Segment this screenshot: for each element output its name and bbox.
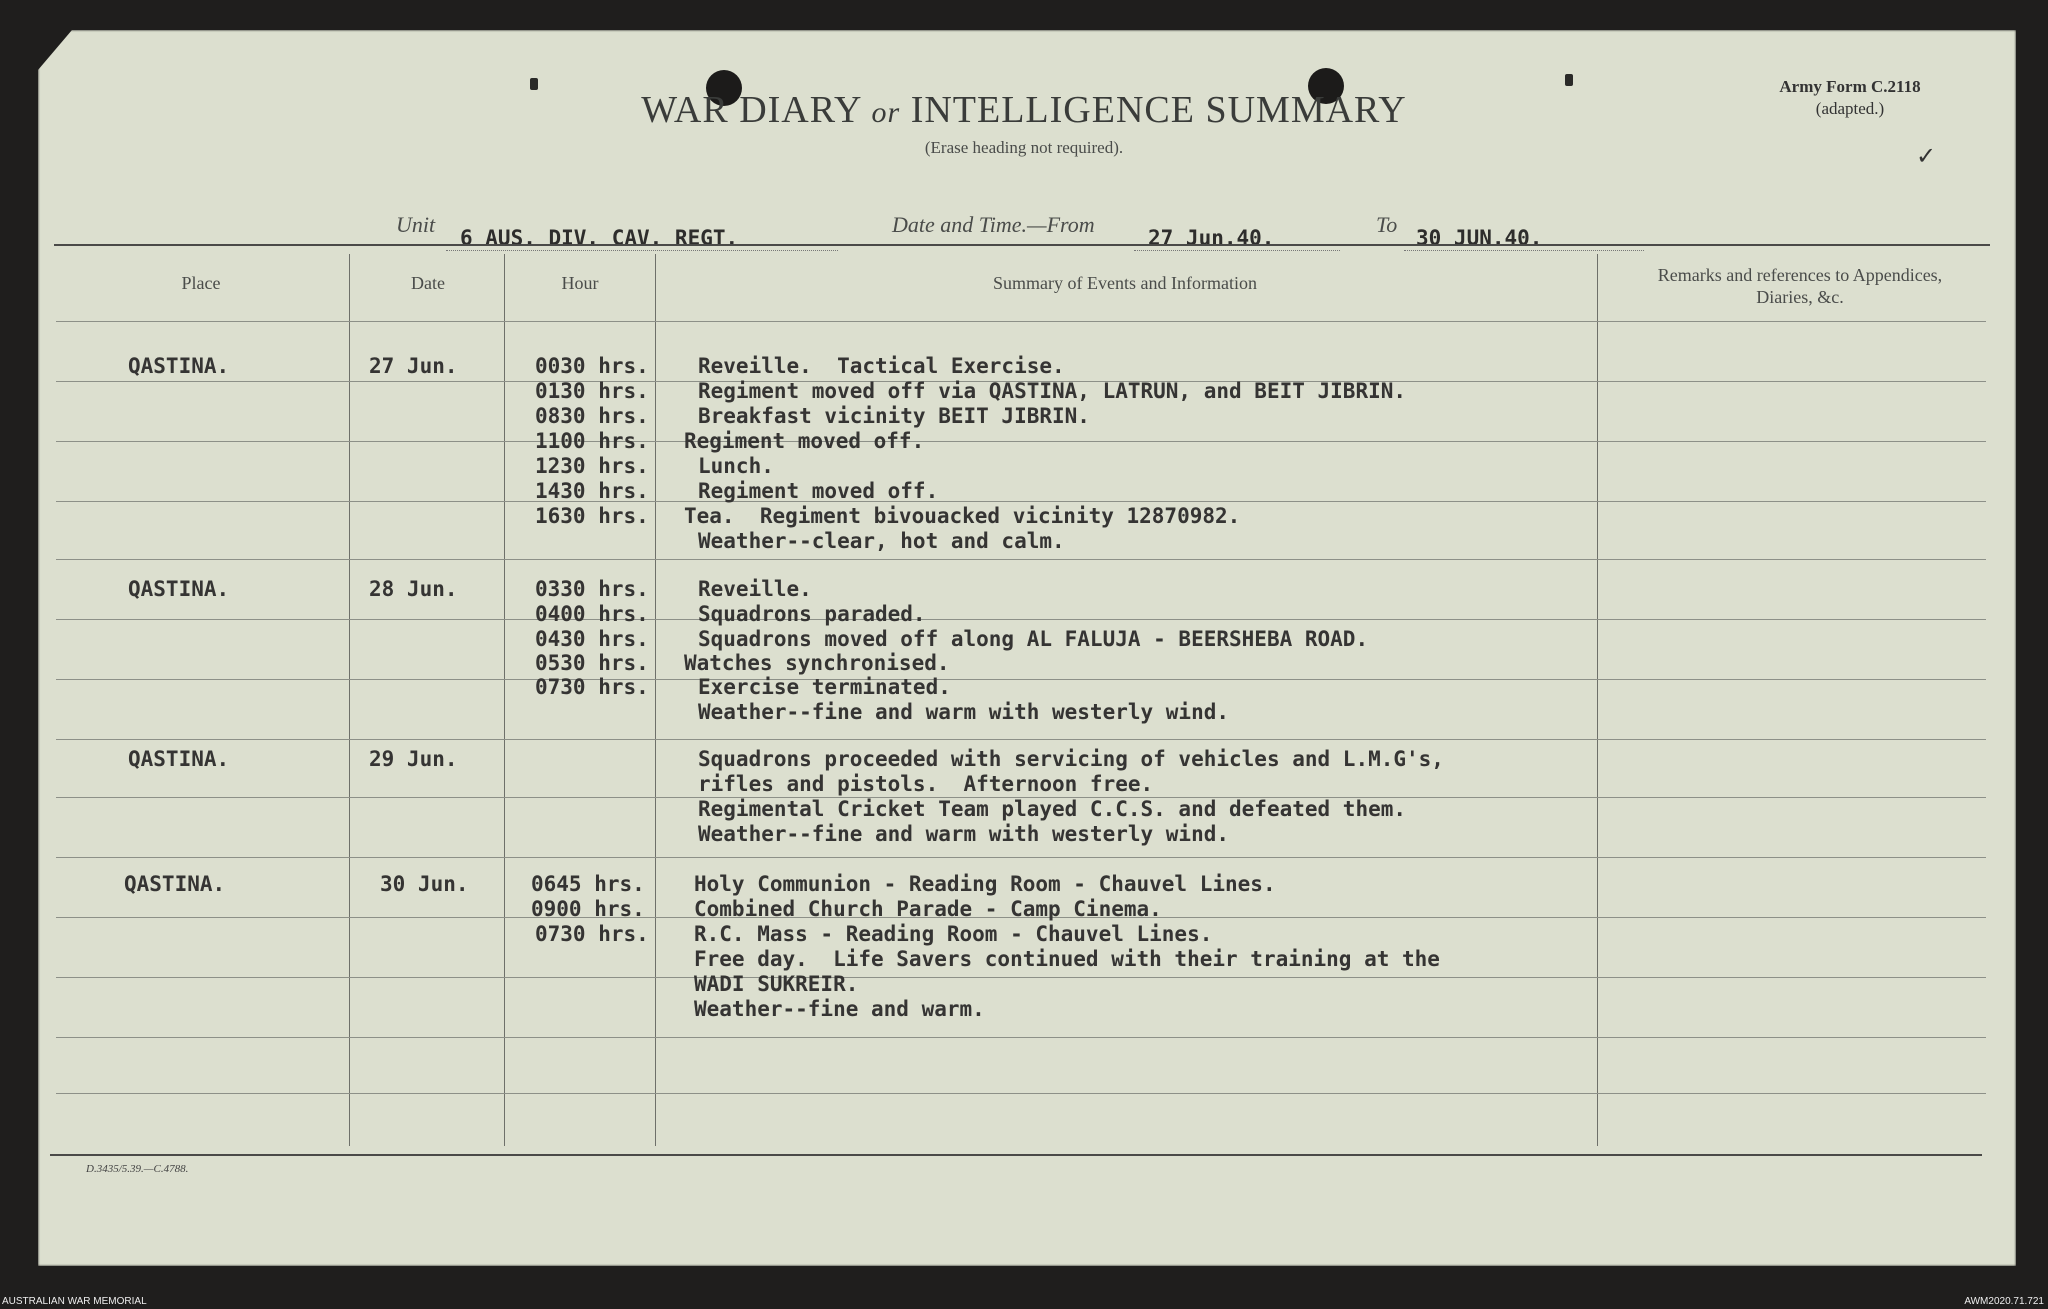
entry-hour: 0730 hrs. <box>535 922 649 946</box>
entry-place: QASTINA. <box>128 577 230 601</box>
entry-hour: 0730 hrs. <box>535 675 649 699</box>
col-divider-2 <box>504 254 505 1146</box>
title-or: or <box>871 96 901 129</box>
col-divider-1 <box>349 254 350 1146</box>
title-part1: WAR DIARY <box>641 89 862 131</box>
entry-text: Squadrons paraded. <box>698 602 926 626</box>
tick-mark: ✓ <box>1916 142 1937 170</box>
entry-hour: 0030 hrs. <box>535 354 649 378</box>
entry-hour: 0530 hrs. <box>535 651 649 675</box>
entry-text: Combined Church Parade - Camp Cinema. <box>694 897 1162 921</box>
entry-hour: 0130 hrs. <box>535 379 649 403</box>
entry-hour: 0900 hrs. <box>531 897 645 921</box>
entry-text: Free day. Life Savers continued with their training at the <box>694 947 1440 971</box>
entry-hour: 0645 hrs. <box>531 872 645 896</box>
entry-hour: 0430 hrs. <box>535 627 649 651</box>
entry-text: rifles and pistols. Afternoon free. <box>698 772 1154 796</box>
entry-text: Reveille. <box>698 577 812 601</box>
row-rule <box>56 1093 1986 1094</box>
entry-hour: 0400 hrs. <box>535 602 649 626</box>
entry-hour: 1230 hrs. <box>535 454 649 478</box>
unit-underline <box>446 250 838 251</box>
col-divider-3 <box>655 254 656 1146</box>
entry-text: Watches synchronised. <box>684 651 950 675</box>
to-label: To <box>1376 212 1398 237</box>
entry-text: Regimental Cricket Team played C.C.S. and defeated them. <box>698 797 1407 821</box>
col-header-date: Date <box>411 273 445 293</box>
unit-label: Unit <box>396 212 436 237</box>
entry-place: QASTINA. <box>124 872 226 896</box>
entry-text: Holy Communion - Reading Room - Chauvel Lines. <box>694 872 1276 896</box>
entry-text: Breakfast vicinity BEIT JIBRIN. <box>698 404 1090 428</box>
table-bottom-rule <box>50 1154 1982 1156</box>
date-to-underline <box>1404 250 1644 251</box>
entry-text: R.C. Mass - Reading Room - Chauvel Lines. <box>694 922 1213 946</box>
row-rule <box>56 739 1986 740</box>
title-part2: INTELLIGENCE SUMMARY <box>910 89 1407 131</box>
entry-text: Regiment moved off via QASTINA, LATRUN, and BEIT JIBRIN. <box>698 379 1407 403</box>
table-top-rule <box>54 244 1990 246</box>
date-from-underline <box>1134 250 1340 251</box>
entry-text: Reveille. Tactical Exercise. <box>698 354 1065 378</box>
army-form-number: Army Form C.2118 <box>1779 77 1921 96</box>
entry-text: Squadrons moved off along AL FALUJA - BEERSHEBA ROAD. <box>698 627 1369 651</box>
entry-date: 29 Jun. <box>369 747 458 771</box>
entry-text: Weather--fine and warm with westerly wind. <box>698 700 1230 724</box>
entry-text: WADI SUKREIR. <box>694 972 859 996</box>
row-rule <box>56 559 1986 560</box>
col-header-hour: Hour <box>561 273 599 293</box>
erase-note: (Erase heading not required). <box>924 138 1124 157</box>
row-rule <box>56 857 1986 858</box>
col-divider-4 <box>1597 254 1598 1146</box>
entry-text: Tea. Regiment bivouacked vicinity 12870982. <box>684 504 1241 528</box>
entry-date: 30 Jun. <box>380 872 469 896</box>
row-rule <box>56 501 1986 502</box>
entry-hour: 0330 hrs. <box>535 577 649 601</box>
entry-text: Exercise terminated. <box>698 675 951 699</box>
entry-date: 28 Jun. <box>369 577 458 601</box>
col-header-summary: Summary of Events and Information <box>993 273 1257 293</box>
entry-hour: 1430 hrs. <box>535 479 649 503</box>
entry-text: Weather--fine and warm. <box>694 997 985 1021</box>
entry-text: Lunch. <box>698 454 774 478</box>
entry-text: Weather--fine and warm with westerly wind. <box>698 822 1230 846</box>
entry-date: 27 Jun. <box>369 354 458 378</box>
row-rule <box>56 1037 1986 1038</box>
archive-caption-right: AWM2020.71.721 <box>1964 1296 2044 1307</box>
row-rule <box>56 619 1986 620</box>
date-from-value: 27 Jun.40. <box>1148 226 1275 250</box>
unit-value: 6 AUS. DIV. CAV. REGT. <box>460 226 739 250</box>
col-header-place: Place <box>181 273 221 293</box>
form-print-code: D.3435/5.39.—C.4788. <box>86 1163 189 1175</box>
col-header-remarks: Remarks and references to Appendices, Diaries, &c. <box>1657 265 1943 307</box>
army-form-adapted: (adapted.) <box>1815 99 1885 118</box>
row-rule <box>56 679 1986 680</box>
entry-text: Weather--clear, hot and calm. <box>698 529 1065 553</box>
entry-hour: 0830 hrs. <box>535 404 649 428</box>
entry-text: Squadrons proceeded with servicing of vehicles and L.M.G's, <box>698 747 1444 771</box>
paper-mark-right <box>1565 74 1573 86</box>
row-rule <box>56 441 1986 442</box>
entry-text: Regiment moved off. <box>698 479 939 503</box>
entry-place: QASTINA. <box>128 354 230 378</box>
row-rule <box>56 977 1986 978</box>
army-form-label <box>1740 76 1960 120</box>
archive-caption-left: AUSTRALIAN WAR MEMORIAL <box>2 1296 147 1307</box>
entry-hour: 1630 hrs. <box>535 504 649 528</box>
row-rule <box>56 321 1986 322</box>
entry-text: Regiment moved off. <box>684 429 925 453</box>
entry-place: QASTINA. <box>128 747 230 771</box>
date-to-value: 30 JUN.40. <box>1416 226 1543 250</box>
entry-hour: 1100 hrs. <box>535 429 649 453</box>
date-label: Date and Time.—From <box>892 212 1095 237</box>
